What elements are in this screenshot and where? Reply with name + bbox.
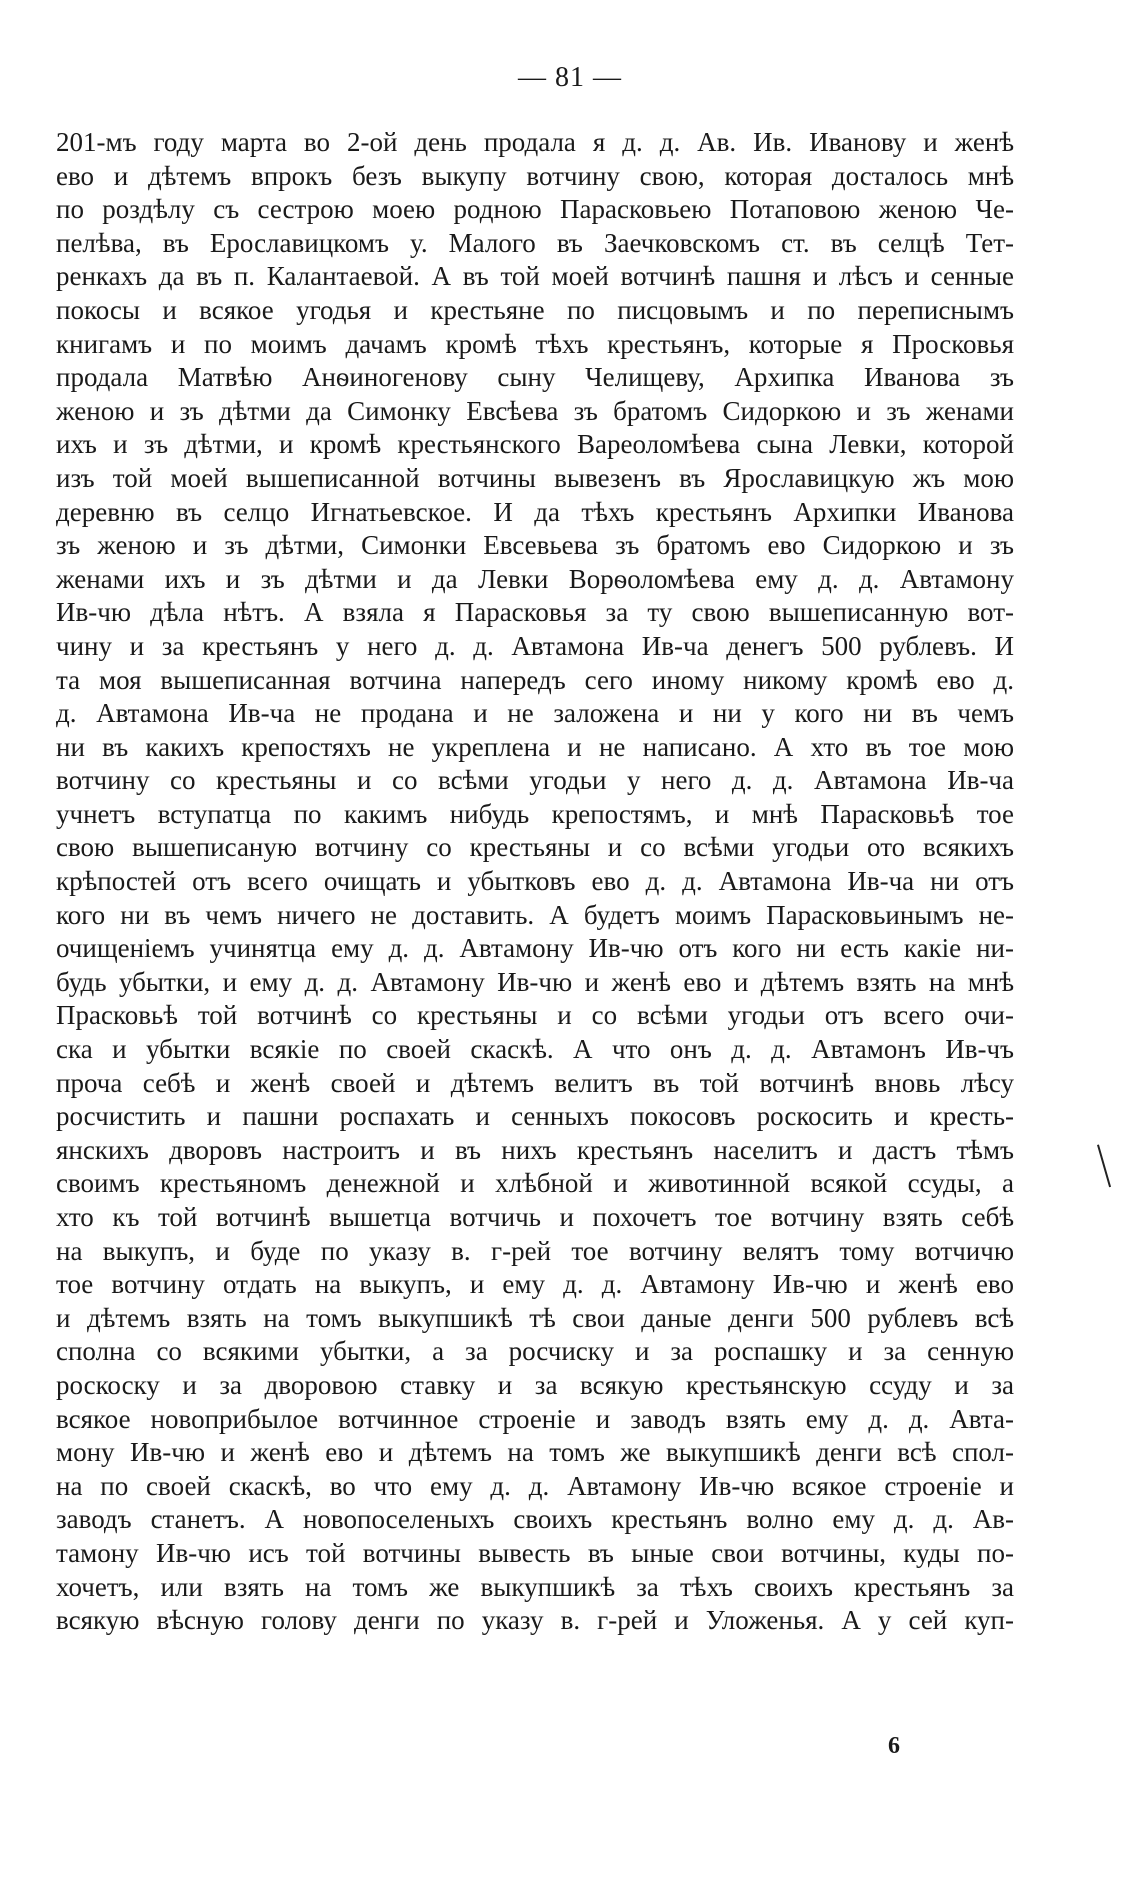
text-line: на по своей скаскѣ, во что ему д. д. Автамону Ив-чю всякое строеніе и <box>56 1470 1014 1501</box>
text-line: Ив-чю дѣла нѣтъ. А взяла я Парасковья за ту свою вышеписанную вот- <box>56 597 1014 628</box>
text-line: хочетъ, или взять на томъ же выкупшикѣ за тѣхъ своихъ крестьянъ за <box>56 1571 1014 1602</box>
text-line: женою и зъ дѣтми да Симонку Евсѣева зъ братомъ Сидоркою и зъ женами <box>56 395 1014 426</box>
text-line: покосы и всякое угодья и крестьяне по писцовымъ и по переписнымъ <box>56 294 1014 325</box>
text-line: книгамъ и по моимъ дачамъ кромѣ тѣхъ крестьянъ, которые я Просковья <box>56 328 1014 359</box>
text-line: росчистить и пашни роспахать и сенныхъ покосовъ роскосить и кресть- <box>56 1101 1014 1132</box>
text-line: зъ женою и зъ дѣтми, Симонки Евсевьева зъ братомъ ево Сидоркою и зъ <box>56 530 1014 561</box>
text-line: ево и дѣтемъ впрокъ безъ выкупу вотчину свою, которая досталось мнѣ <box>56 160 1014 191</box>
text-line: женами ихъ и зъ дѣтми и да Левки Ворѳоломѣева ему д. д. Автамону <box>56 563 1014 594</box>
text-line: всякую вѣсную голову денги по указу в. г-рей и Уложенья. А у сей куп- <box>56 1605 1014 1636</box>
text-line: очищеніемъ учинятца ему д. д. Автамону Ив-чю отъ кого ни есть какіе ни- <box>56 933 1014 964</box>
text-line: та моя вышеписанная вотчина напередъ сего иному никому кромѣ ево д. <box>56 664 1014 695</box>
text-line: Прасковьѣ той вотчинѣ со крестьяны и со всѣми угодьи отъ всего очи- <box>56 1000 1014 1031</box>
text-line: ихъ и зъ дѣтми, и кромѣ крестьянского Вареоломѣева сына Левки, которой <box>56 429 1014 460</box>
text-line: ска и убытки всякіе по своей скаскѣ. А что онъ д. д. Автамонъ Ив-чъ <box>56 1034 1014 1065</box>
text-line: д. Автамона Ив-ча не продана и не заложена и ни у кого ни въ чемъ <box>56 698 1014 729</box>
text-line: роскоску и за дворовою ставку и за всякую крестьянскую ссуду и за <box>56 1369 1014 1400</box>
text-line: проча себѣ и женѣ своей и дѣтемъ велитъ въ той вотчинѣ вновь лѣсу <box>56 1067 1014 1098</box>
text-line: 201-мъ году марта во 2-ой день продала я д. д. Ав. Ив. Иванову и женѣ <box>56 127 1014 157</box>
text-line: чину и за крестьянъ у него д. д. Автамона Ив-ча денегъ 500 рублевъ. И <box>56 630 1014 661</box>
text-line: всякое новоприбылое вотчинное строеніе и заводъ взять ему д. д. Авта- <box>56 1403 1014 1434</box>
text-line: тамону Ив-чю исъ той вотчины вывесть въ ыные свои вотчины, куды по- <box>56 1537 1014 1568</box>
text-line: хто къ той вотчинѣ вышетца вотчичь и похочетъ тое вотчину взять себѣ <box>56 1202 1014 1232</box>
text-line: вотчину со крестьяны и со всѣми угодьи у него д. д. Автамона Ив-ча <box>56 765 1014 796</box>
text-line: ренкахъ да въ п. Калантаевой. А въ той моей вотчинѣ пашня и лѣсъ и сенные <box>56 261 1014 292</box>
text-line: пелѣва, въ Ерославицкомъ у. Малого въ Заечковскомъ ст. въ селцѣ Тет- <box>56 227 1014 258</box>
text-line: мону Ив-чю и женѣ ево и дѣтемъ на томъ же выкупшикѣ денги всѣ спол- <box>56 1437 1014 1468</box>
text-line: учнетъ вступатца по какимъ нибудь крепостямъ, и мнѣ Парасковьѣ тое <box>56 798 1014 829</box>
text-line: по роздѣлу съ сестрою моею родною Парасковьею Потаповою женою Че- <box>56 194 1014 225</box>
text-line: свою вышеписаную вотчину со крестьяны и со всѣми угодьи ото всякихъ <box>56 832 1014 863</box>
margin-pencil-mark <box>1097 1144 1111 1187</box>
text-line: янскихъ дворовъ настроитъ и въ нихъ крестьянъ населитъ и дастъ тѣмъ <box>56 1134 1014 1165</box>
text-line: своимъ крестьяномъ денежной и хлѣбной и животинной всякой ссуды, а <box>56 1168 1014 1199</box>
page-number: — 81 — <box>518 62 622 93</box>
body-text <box>56 126 1014 1638</box>
text-line: изъ той моей вышеписанной вотчины вывезенъ въ Ярославицкую жъ мою <box>56 462 1014 493</box>
text-line: продала Матвѣю Анѳиногенову сыну Челищеву, Архипка Иванова зъ <box>56 362 1014 393</box>
printer-signature-mark: 6 <box>888 1733 900 1759</box>
text-line: на выкупъ, и буде по указу в. г-рей тое вотчину велятъ тому вотчичю <box>56 1235 1014 1266</box>
text-line: кого ни въ чемъ ничего не доставить. А будетъ моимъ Парасковьинымъ не- <box>56 899 1014 930</box>
text-line: будь убытки, и ему д. д. Автамону Ив-чю и женѣ ево и дѣтемъ взять на мнѣ <box>56 966 1014 997</box>
text-line: и дѣтемъ взять на томъ выкупшикѣ тѣ свои даные денги 500 рублевъ всѣ <box>56 1302 1014 1333</box>
text-line: тое вотчину отдать на выкупъ, и ему д. д. Автамону Ив-чю и женѣ ево <box>56 1269 1014 1300</box>
text-line: сполна со всякими убытки, а за росчиску и за роспашку и за сенную <box>56 1336 1014 1367</box>
text-line: ни въ какихъ крепостяхъ не укреплена и не написано. А хто въ тое мою <box>56 731 1014 762</box>
text-line: заводъ станетъ. А новопоселеныхъ своихъ крестьянъ волно ему д. д. Ав- <box>56 1504 1014 1535</box>
text-line: крѣпостей отъ всего очищать и убытковъ ево д. д. Автамона Ив-ча ни отъ <box>56 866 1014 897</box>
text-line: деревню въ селцо Игнатьевское. И да тѣхъ крестьянъ Архипки Иванова <box>56 496 1014 527</box>
